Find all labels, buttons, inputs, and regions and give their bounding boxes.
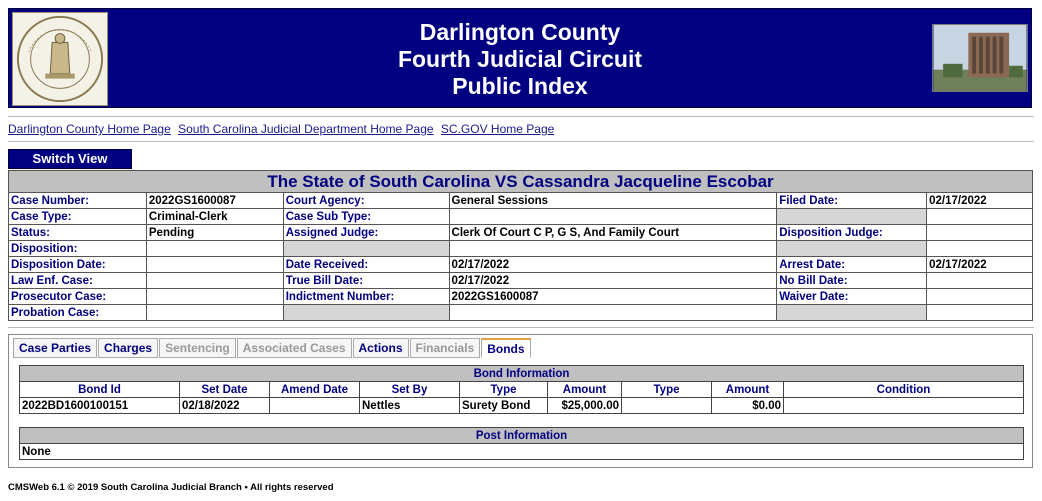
case-tabs-panel: [8, 334, 1033, 468]
case-field-value: Criminal-Clerk: [146, 209, 283, 225]
case-field-label: Disposition Date:: [9, 257, 147, 273]
case-field-label: True Bill Date:: [283, 273, 449, 289]
case-field-label: Case Type:: [9, 209, 147, 225]
case-field-value: Pending: [146, 225, 283, 241]
bond-column-header: Amount: [712, 382, 784, 398]
case-field-label: Case Sub Type:: [283, 209, 449, 225]
case-field-value: [927, 241, 1033, 257]
bond-information-table: [19, 365, 1024, 414]
case-field-value: [927, 225, 1033, 241]
case-field-label: [777, 305, 927, 321]
case-field-label: Prosecutor Case:: [9, 289, 147, 305]
case-title: The State of South Carolina VS Cassandra Jacqueline Escobar: [9, 171, 1033, 193]
case-field-value: [927, 209, 1033, 225]
case-field-label: [777, 209, 927, 225]
footer-copyright: CMSWeb 6.1 © 2019 South Carolina Judicial Branch • All rights reserved: [8, 482, 334, 493]
bond-cell: Surety Bond: [460, 398, 548, 414]
case-detail-row: [9, 273, 1033, 289]
tab-bar: [13, 338, 532, 358]
switch-view-button[interactable]: Switch View: [8, 149, 132, 169]
case-field-value: [449, 241, 777, 257]
bond-cell: [784, 398, 1024, 414]
banner-title-line-1: Darlington County: [419, 19, 621, 45]
case-field-label: Indictment Number:: [283, 289, 449, 305]
case-field-label: Arrest Date:: [777, 257, 927, 273]
case-field-label: [283, 241, 449, 257]
link-scgov-home[interactable]: SC.GOV Home Page: [440, 122, 555, 136]
case-detail-row: [9, 241, 1033, 257]
case-field-value: [449, 209, 777, 225]
bond-column-header: Set By: [360, 382, 460, 398]
bond-cell: [622, 398, 712, 414]
tab-bonds[interactable]: Bonds: [481, 338, 530, 358]
case-field-label: Disposition:: [9, 241, 147, 257]
case-field-value: [449, 305, 777, 321]
case-field-value: [146, 241, 283, 257]
case-field-value: 02/17/2022: [449, 273, 777, 289]
case-field-label: No Bill Date:: [777, 273, 927, 289]
link-darlington-county-home[interactable]: Darlington County Home Page: [8, 122, 171, 136]
bond-cell: [270, 398, 360, 414]
case-field-value: 02/17/2022: [927, 257, 1033, 273]
case-field-value: 02/17/2022: [927, 193, 1033, 209]
bond-cell: Nettles: [360, 398, 460, 414]
bond-column-header: Type: [460, 382, 548, 398]
tab-case-parties[interactable]: Case Parties: [13, 338, 97, 358]
bond-column-header: Bond Id: [20, 382, 180, 398]
bond-column-header: Set Date: [180, 382, 270, 398]
link-sc-judicial-home[interactable]: South Carolina Judicial Department Home Page: [178, 122, 434, 136]
case-detail-row: [9, 209, 1033, 225]
tab-sentencing: Sentencing: [159, 338, 236, 358]
case-field-label: Law Enf. Case:: [9, 273, 147, 289]
case-field-value: [146, 273, 283, 289]
post-information-title: Post Information: [20, 428, 1024, 444]
banner-title: [209, 19, 831, 100]
case-field-label: Assigned Judge:: [283, 225, 449, 241]
bond-row: [20, 398, 1024, 414]
tab-financials: Financials: [410, 338, 481, 358]
header-banner: [8, 8, 1032, 108]
case-field-label: Probation Case:: [9, 305, 147, 321]
banner-title-line-2: Fourth Judicial Circuit: [397, 46, 643, 72]
bond-column-header: Amount: [548, 382, 622, 398]
tab-associated-cases: Associated Cases: [237, 338, 352, 358]
case-field-label: Disposition Judge:: [777, 225, 927, 241]
case-field-value: [927, 289, 1033, 305]
case-field-label: Court Agency:: [283, 193, 449, 209]
case-field-label: [777, 241, 927, 257]
external-links: [8, 122, 558, 136]
case-field-label: Waiver Date:: [777, 289, 927, 305]
case-field-value: [927, 305, 1033, 321]
case-field-value: [146, 289, 283, 305]
case-detail-row: [9, 257, 1033, 273]
case-field-value: [146, 257, 283, 273]
bond-column-header: Condition: [784, 382, 1024, 398]
bond-column-header: Amend Date: [270, 382, 360, 398]
banner-title-line-3: Public Index: [452, 73, 588, 99]
case-field-value: 2022GS1600087: [146, 193, 283, 209]
case-field-value: 2022GS1600087: [449, 289, 777, 305]
divider: [8, 116, 1034, 117]
case-field-label: Date Received:: [283, 257, 449, 273]
case-details-table: [8, 170, 1033, 321]
courthouse-photo: [932, 24, 1028, 92]
post-information-value: None: [20, 444, 1024, 460]
bond-column-header: Type: [622, 382, 712, 398]
divider: [8, 327, 1034, 328]
tab-charges[interactable]: Charges: [98, 338, 158, 358]
case-field-value: Clerk Of Court C P, G S, And Family Court: [449, 225, 777, 241]
bond-cell: 02/18/2022: [180, 398, 270, 414]
case-detail-row: [9, 225, 1033, 241]
divider: [8, 141, 1034, 142]
case-field-value: General Sessions: [449, 193, 777, 209]
bond-cell: 2022BD1600100151: [20, 398, 180, 414]
case-detail-row: [9, 289, 1033, 305]
court-seal-logo: [12, 12, 108, 106]
case-field-value: [927, 273, 1033, 289]
case-field-label: Case Number:: [9, 193, 147, 209]
case-field-value: 02/17/2022: [449, 257, 777, 273]
bond-cell: $0.00: [712, 398, 784, 414]
case-field-label: Filed Date:: [777, 193, 927, 209]
bond-cell: $25,000.00: [548, 398, 622, 414]
case-detail-row: [9, 305, 1033, 321]
tab-actions[interactable]: Actions: [353, 338, 409, 358]
case-field-value: [146, 305, 283, 321]
case-detail-row: [9, 193, 1033, 209]
case-field-label: Status:: [9, 225, 147, 241]
case-field-label: [283, 305, 449, 321]
post-information-table: [19, 427, 1024, 460]
bond-information-title: Bond Information: [20, 366, 1024, 382]
